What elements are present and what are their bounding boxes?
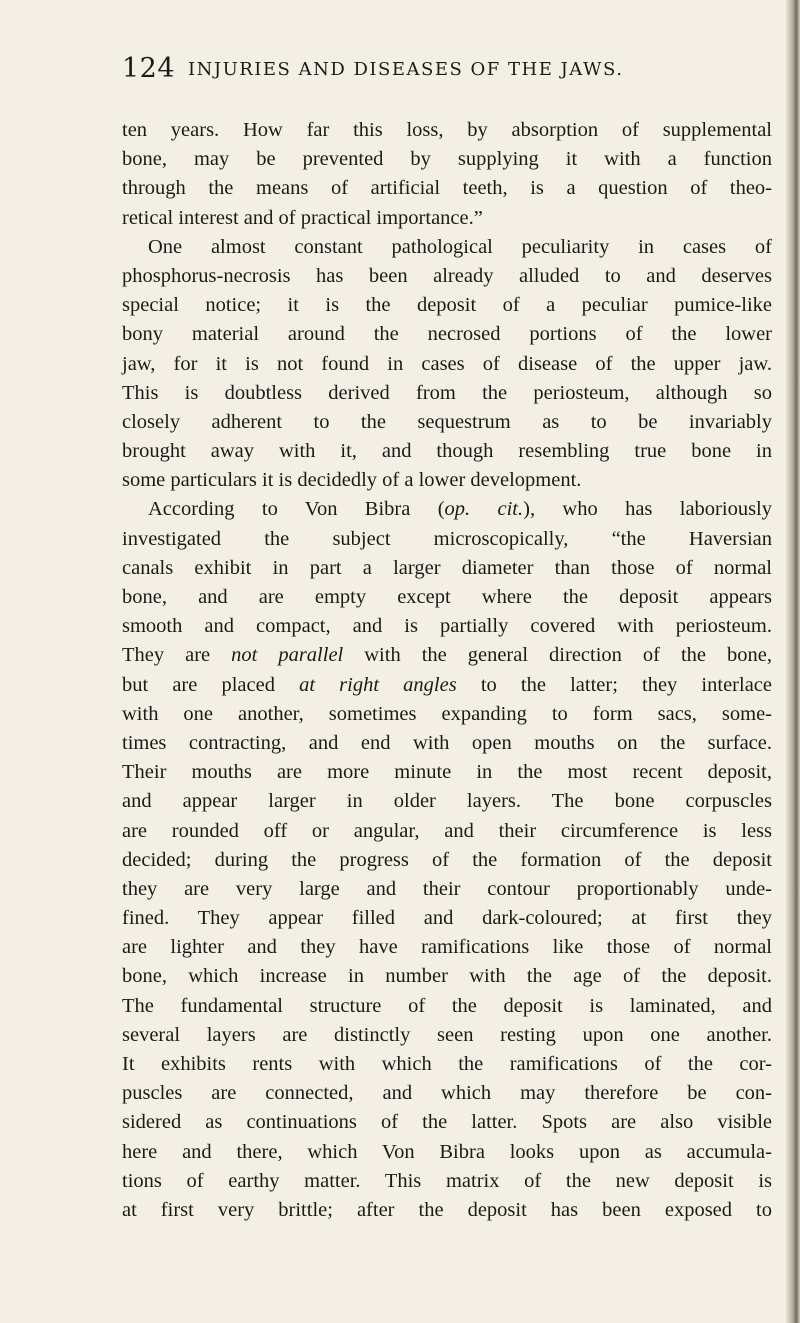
text-line: investigated the subject microscopically, “the Haversian bbox=[122, 527, 772, 550]
text-line: decided; during the progress of the formation of the deposit bbox=[122, 848, 772, 871]
italic-phrase: at right angles bbox=[299, 673, 457, 696]
text-line: they are very large and their contour proportionably unde- bbox=[122, 877, 772, 900]
body-text bbox=[122, 116, 772, 1225]
text-line: sidered as continuations of the latter. Spots are also visible bbox=[122, 1111, 772, 1134]
page-header bbox=[122, 52, 772, 92]
text-line: several layers are distinctly seen resting upon one another. bbox=[122, 1023, 772, 1046]
text-line: bone, which increase in number with the age of the deposit. bbox=[122, 965, 772, 988]
text-line: puscles are connected, and which may therefore be con- bbox=[122, 1082, 772, 1105]
text-line: The fundamental structure of the deposit is laminated, and bbox=[122, 994, 772, 1017]
text-line: smooth and compact, and is partially covered with periosteum. bbox=[122, 615, 772, 638]
text-line: brought away with it, and though resembling true bone in bbox=[122, 440, 772, 463]
text-line: bony material around the necrosed portions of the lower bbox=[122, 323, 772, 346]
text-line: times contracting, and end with open mouths on the surface. bbox=[122, 731, 772, 754]
text-line: bone, may be prevented by supplying it with a function bbox=[122, 148, 772, 171]
italic-phrase: not parallel bbox=[231, 644, 344, 667]
text-line: closely adherent to the sequestrum as to be invariably bbox=[122, 410, 772, 433]
text-line: bone, and are empty except where the deposit appears bbox=[122, 586, 772, 608]
text-segment: ), who has laboriously bbox=[523, 498, 772, 521]
text-line: tions of earthy matter. This matrix of the new deposit is bbox=[122, 1169, 772, 1192]
text-segment: According to Von Bibra ( bbox=[148, 498, 445, 521]
text-line: through the means of artificial teeth, is a question of theo- bbox=[122, 177, 772, 200]
text-line: Their mouths are more minute in the most recent deposit, bbox=[122, 761, 772, 784]
italic-citation: op. cit. bbox=[444, 498, 524, 521]
text-line bbox=[122, 641, 772, 670]
text-line bbox=[122, 495, 772, 524]
text-line: are lighter and they have ramifications like those of normal bbox=[122, 936, 772, 959]
page-edge-shadow bbox=[786, 0, 800, 1323]
text-segment: They are bbox=[122, 644, 232, 667]
text-line: some particulars it is decidedly of a lower development. bbox=[122, 469, 582, 492]
text-line: ten years. How far this loss, by absorption of supplemental bbox=[122, 119, 772, 141]
text-line: retical interest and of practical importance.” bbox=[122, 206, 483, 229]
text-segment: to the latter; they interlace bbox=[456, 673, 772, 696]
text-line: and appear larger in older layers. The bone corpuscles bbox=[122, 790, 772, 813]
page-number: 124 bbox=[122, 53, 176, 84]
text-line: here and there, which Von Bibra looks upon as accumula- bbox=[122, 1140, 772, 1163]
text-line: phosphorus-necrosis has been already alluded to and deserves bbox=[122, 264, 772, 287]
text-line: canals exhibit in part a larger diameter than those of normal bbox=[122, 556, 772, 579]
text-line: jaw, for it is not found in cases of disease of the upper jaw. bbox=[122, 352, 772, 375]
text-line bbox=[122, 671, 772, 700]
text-line: are rounded off or angular, and their circumference is less bbox=[122, 819, 772, 842]
running-head: INJURIES AND DISEASES OF THE JAWS. bbox=[188, 59, 624, 80]
text-line: fined. They appear filled and dark-coloured; at first they bbox=[122, 907, 772, 930]
text-segment: but are placed bbox=[122, 673, 300, 696]
text-line: at first very brittle; after the deposit has been exposed to bbox=[122, 1198, 772, 1221]
text-segment: with the general direction of the bone, bbox=[343, 644, 772, 667]
text-line: One almost constant pathological peculiarity in cases of bbox=[148, 235, 772, 258]
text-line: It exhibits rents with which the ramifications of the cor- bbox=[122, 1053, 772, 1075]
text-line: with one another, sometimes expanding to form sacs, some- bbox=[122, 702, 772, 725]
text-line: This is doubtless derived from the periosteum, although so bbox=[122, 381, 772, 404]
text-line: special notice; it is the deposit of a peculiar pumice-like bbox=[122, 294, 772, 317]
